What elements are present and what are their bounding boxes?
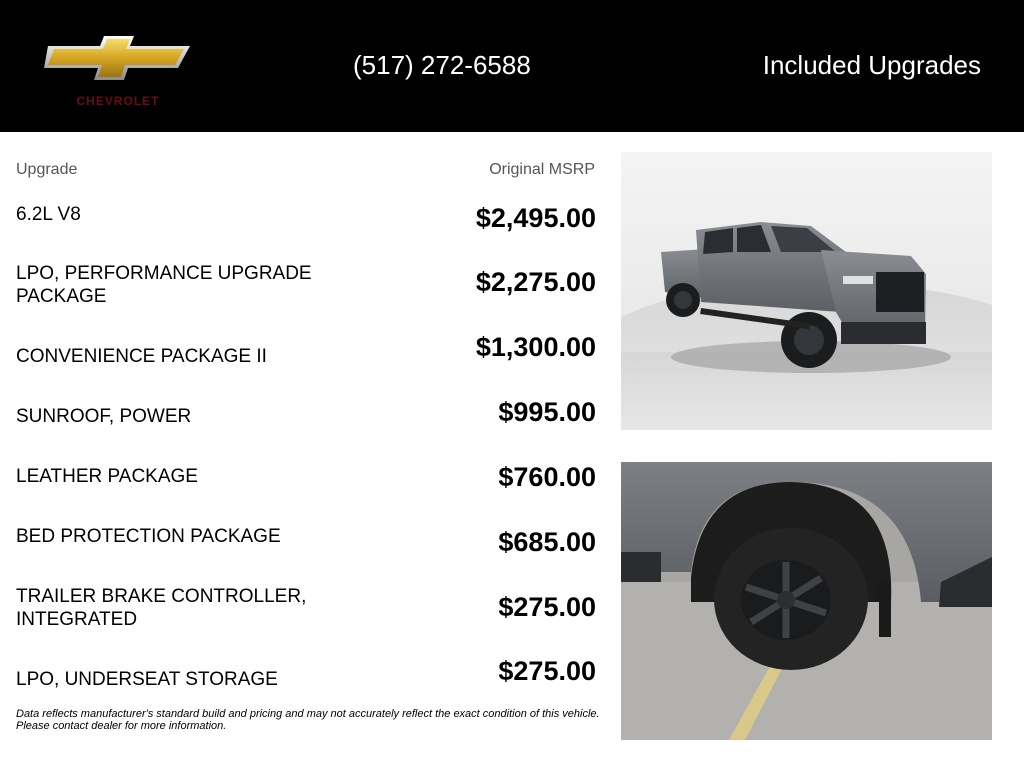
vehicle-photo-front[interactable]: [621, 152, 992, 430]
column-header-msrp: Original MSRP: [489, 161, 595, 178]
upgrade-row: [16, 332, 596, 405]
upgrade-row: [16, 203, 596, 263]
upgrade-price: $685.00: [498, 527, 596, 557]
upgrade-name: TRAILER BRAKE CONTROLLER, INTEGRATED: [16, 586, 307, 630]
upgrade-price: $760.00: [498, 462, 596, 492]
upgrade-row: [16, 262, 596, 322]
upgrade-price: $995.00: [498, 397, 596, 427]
upgrade-row: [16, 462, 596, 525]
upgrade-name: 6.2L V8: [16, 204, 81, 225]
upgrade-row: [16, 397, 596, 465]
disclaimer-text: Data reflects manufacturer's standard build and pricing and may not accurately reflect the exact condition of this vehicle. Please contact dealer for more information.: [16, 708, 600, 732]
header-bar: [0, 0, 1024, 132]
bowtie-icon: [44, 34, 192, 94]
upgrade-name: LPO, PERFORMANCE UPGRADE PACKAGE: [16, 263, 312, 307]
upgrade-row: [16, 525, 596, 585]
vehicle-photo-wheel[interactable]: [621, 462, 992, 740]
upgrade-name: CONVENIENCE PACKAGE II: [16, 346, 267, 367]
upgrade-name: LPO, UNDERSEAT STORAGE: [16, 669, 278, 690]
upgrade-price: $275.00: [498, 656, 596, 686]
page-title: Included Upgrades: [762, 50, 981, 80]
column-header-upgrade: Upgrade: [16, 161, 78, 178]
upgrade-name: LEATHER PACKAGE: [16, 466, 198, 487]
upgrade-price: $2,275.00: [475, 267, 596, 297]
brand-wordmark: CHEVROLET: [76, 94, 160, 108]
dealer-phone[interactable]: (517) 272-6588: [353, 50, 531, 80]
upgrade-price: $2,495.00: [475, 203, 596, 233]
upgrade-name: SUNROOF, POWER: [16, 406, 192, 427]
upgrade-price: $1,300.00: [475, 332, 596, 362]
upgrade-row: [16, 585, 596, 645]
chevrolet-logo[interactable]: [44, 34, 192, 112]
upgrade-price: $275.00: [498, 592, 596, 622]
upgrade-name: BED PROTECTION PACKAGE: [16, 526, 281, 547]
